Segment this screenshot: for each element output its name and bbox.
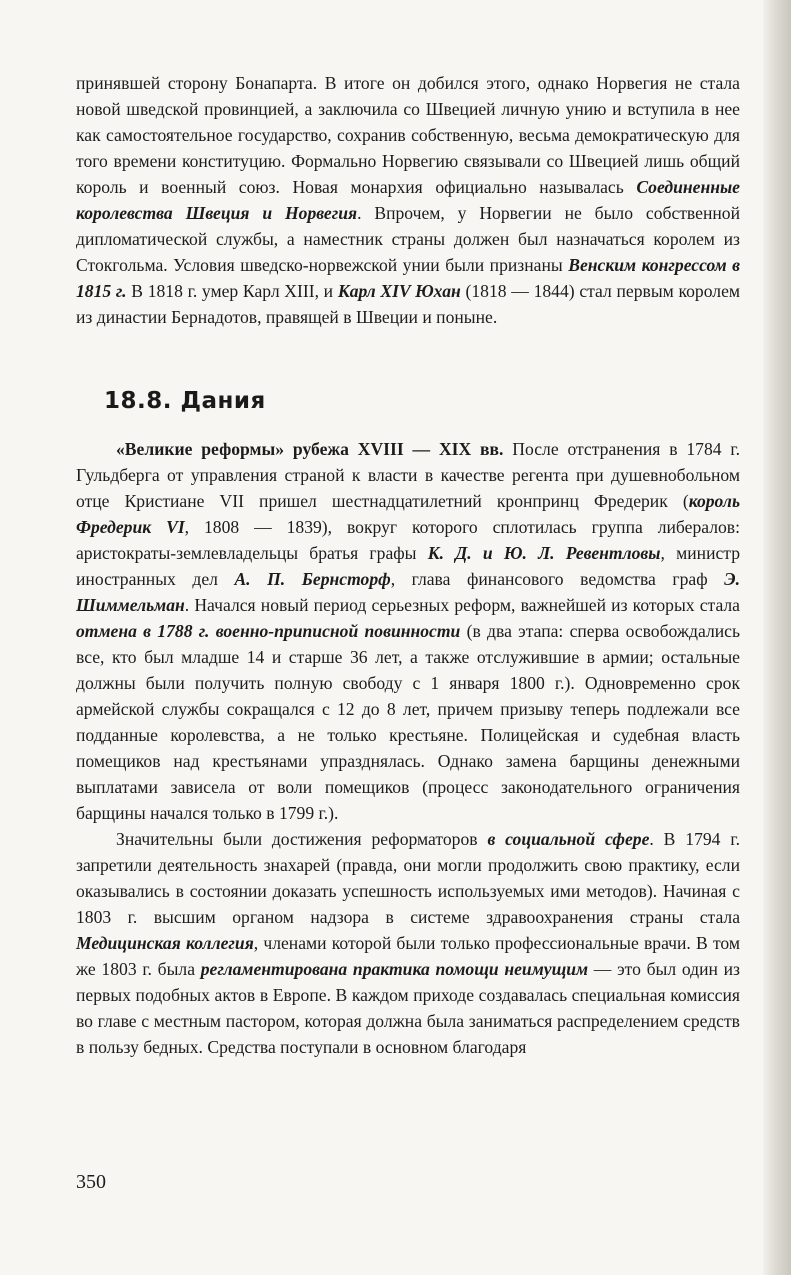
- emphasis-social-sphere: в социальной сфере: [487, 829, 650, 849]
- emphasis-schimmelmann: Э. Шиммельман: [76, 569, 740, 615]
- paragraph-great-reforms: «Великие реформы» рубежа XVIII — XIX вв. После отстранения в 1784 г. Гульдберга от управления страной к власти в качестве регента при душевнобольном отце Кристиане VII пришел шестнадцатилетний кронпринц Фредерик (король Фредерик VI, 1808 — 1839), вокруг которого сплотилась группа либералов: аристократы-землевладельцы братья графы К. Д. и Ю. Л. Ревентловы, министр иностранных дел А. П. Бернсторф, глава финансового ведомства граф Э. Шиммельман. Начался новый период серьезных реформ, важнейшей из которых стала отмена в 1788 г. военно-приписной повинности (в два этапа: сперва освобождались все, кто был младше 14 и старше 36 лет, а также отслужившие в армии; остальные должны были получить полную свободу с 1 января 1800 г.). Одновременно срок армейской службы сокращался с 12 до 8 лет, причем призыву теперь подлежали все подданные королевства, а не только крестьяне. Полицейская и судебная власть помещиков над крестьянами упразднялась. Однако замена барщины денежными выплатами зависела от воли помещиков (процесс законодательного ограничения барщины начался только в 1799 г.).: [76, 439, 741, 823]
- emphasis-medical-college: Медицинская коллегия: [76, 933, 254, 953]
- emphasis-reventlow: К. Д. и Ю. Л. Ревентловы: [427, 543, 661, 563]
- emphasis-karl-xiv-johan: Карл XIV Юхан: [337, 281, 461, 301]
- emphasis-vienna-congress: Венским конгрессом в 1815 г.: [76, 255, 740, 301]
- page-number: 350: [76, 1171, 106, 1193]
- section-heading: 18.8. Дания: [104, 388, 266, 414]
- emphasis-frederick-vi: король Фредерик VI: [76, 491, 740, 537]
- run-in-heading-great-reforms: «Великие реформы» рубежа XVIII — XIX вв.: [116, 439, 504, 459]
- emphasis-bernstorff: А. П. Бернсторф: [234, 569, 391, 589]
- emphasis-poor-relief: регламентирована практика помощи неимущим: [200, 959, 589, 979]
- paragraph-social-sphere: Значительны были достижения реформаторов в социальной сфере. В 1794 г. запретили деятельность знахарей (правда, они могли продолжить свою практику, если оказывались в состоянии доказать успешность используемых ими методов). Начиная с 1803 г. высшим органом надзора в системе здравоохранения страны стала Медицинская коллегия, членами которой были только профессиональные врачи. В том же 1803 г. была регламентирована практика помощи неимущим — это был один из первых подобных актов в Европе. В каждом приходе создавалась специальная комиссия во главе с местным пастором, которая должна была заниматься распределением средств в пользу бедных. Средства поступали в основном благодаря: [76, 829, 740, 1057]
- emphasis-united-kingdoms: Соединенные королевства Швеция и Норвегия: [76, 177, 740, 223]
- paragraph-norway-union: принявшей сторону Бонапарта. В итоге он добился этого, однако Норвегия не стала новой шведской провинцией, а заключила со Швецией личную унию и вступила в нее как самостоятельное государство, сохранив собственную, весьма демократическую для того времени конституцию. Формально Норвегию связывали со Швецией лишь общий король и военный союз. Новая монархия официально называлась Соединенные королевства Швеция и Норвегия. Впрочем, у Норвегии не было собственной дипломатической службы, а наместник страны должен был назначаться королем из Стокгольма. Условия шведско-норвежской унии были признаны Венским конгрессом в 1815 г. В 1818 г. умер Карл XIII, и Карл XIV Юхан (1818 — 1844) стал первым королем из династии Бернадотов, правящей в Швеции и поныне.: [76, 73, 741, 327]
- emphasis-abolition-1788: отмена в 1788 г. военно-приписной повинности: [76, 621, 461, 641]
- book-spine-shadow: [763, 0, 791, 1275]
- page-body: [76, 70, 740, 1060]
